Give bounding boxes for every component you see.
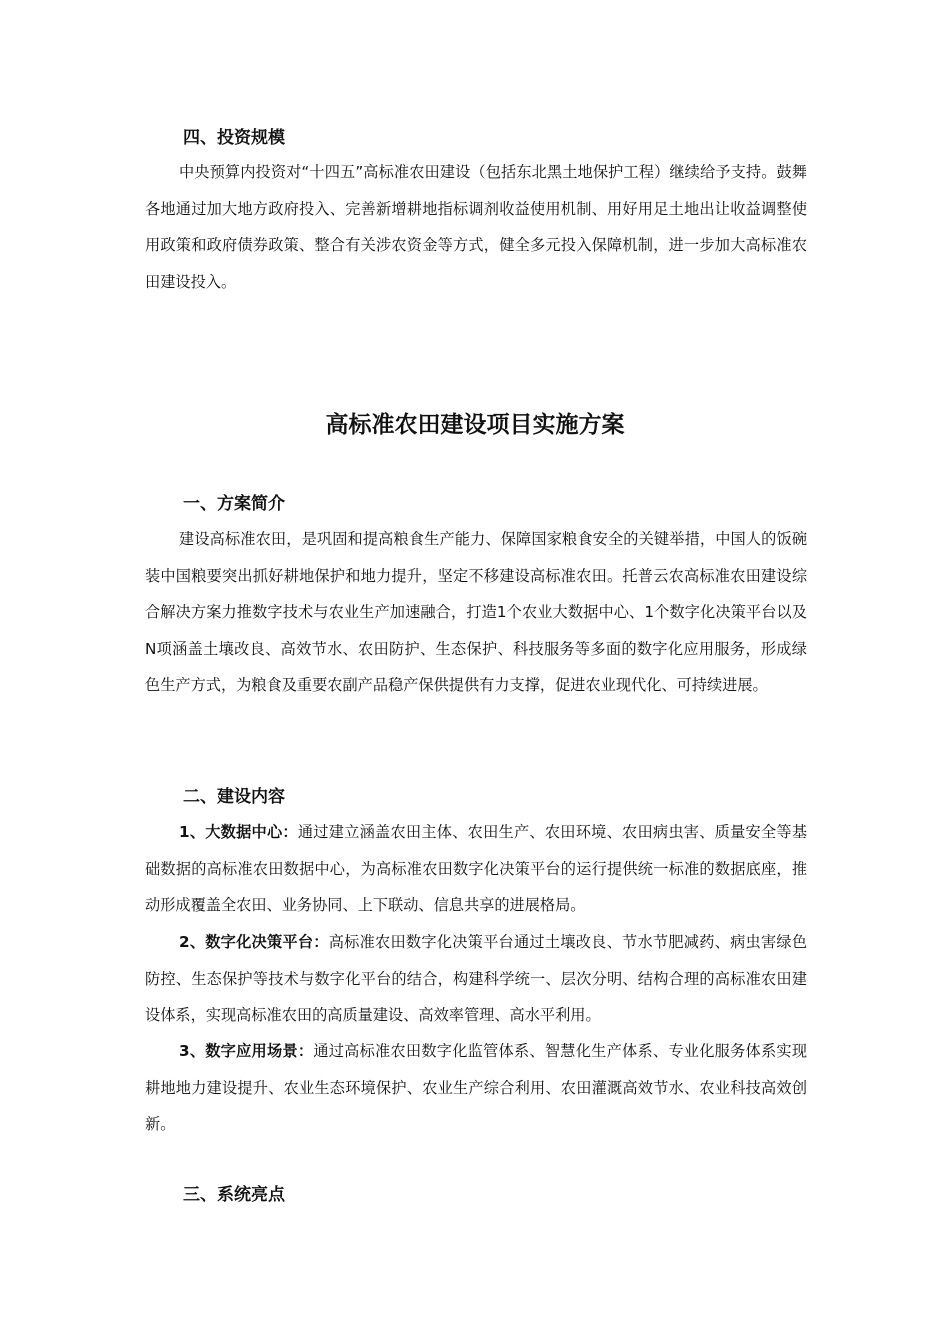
section-heading-content: 二、建设内容 [183, 787, 285, 807]
content-item-data-center [145, 814, 807, 924]
content-item-text: 高标准农田数字化决策平台通过土壤改良、节水节肥减药、病虫害绿色防控、生态保护等技术与数字化平台的结合，构建科学统一、层次分明、结构合理的高标准农田建设体系，实现高标准农田的高质量建设、高效率管理、高水平利用。 [145, 933, 808, 1024]
section-heading-intro: 一、方案简介 [183, 494, 285, 514]
content-item-label: 3、数字应用场景： [179, 1042, 314, 1060]
paragraph-investment: 中央预算内投资对“十四五”高标准农田建设（包括东北黑土地保护工程）继续给予支持。鼓舞各地通过加大地方政府投入、完善新增耕地指标调剂收益使用机制、用好用足土地出让收益调整使用政策和政府债券政策、整合有关涉农资金等方式，健全多元投入保障机制，进一步加大高标准农田建设投入。 [145, 163, 807, 291]
paragraph-intro: 建设高标准农田，是巩固和提高粮食生产能力、保障国家粮食安全的关键举措，中国人的饭碗装中国粮要突出抓好耕地保护和地力提升，坚定不移建设高标准农田。托普云农高标准农田建设综合解决方案力推数字技术与农业生产加速融合，打造1个农业大数据中心、1个数字化决策平台以及N项涵盖土壤改良、高效节水、农田防护、生态保护、科技服务等多面的数字化应用服务，形成绿色生产方式，为粮食及重要农副产品稳产保供提供有力支撑，促进农业现代化、可持续进展。 [145, 530, 807, 694]
content-item-text: 通过高标准农田数字化监管体系、智慧化生产体系、专业化服务体系实现耕地地力建设提升、农业生态环境保护、农业生产综合利用、农田灌溉高效节水、农业科技高效创新。 [145, 1042, 808, 1133]
content-item-application-scenarios [145, 1033, 807, 1143]
document-title: 高标准农田建设项目实施方案 [325, 412, 625, 438]
section-heading-investment: 四、投资规模 [183, 128, 285, 148]
content-item-label: 2、数字化决策平台： [179, 933, 329, 951]
section-heading-highlights: 三、系统亮点 [183, 1185, 285, 1205]
content-item-label: 1、大数据中心： [179, 823, 298, 841]
content-item-decision-platform [145, 924, 807, 1034]
content-item-text: 通过建立涵盖农田主体、农田生产、农田环境、农田病虫害、质量安全等基础数据的高标准农田数据中心，为高标准农田数字化决策平台的运行提供统一标准的数据底座，推动形成覆盖全农田、业务协同、上下联动、信息共享的进展格局。 [145, 823, 807, 914]
